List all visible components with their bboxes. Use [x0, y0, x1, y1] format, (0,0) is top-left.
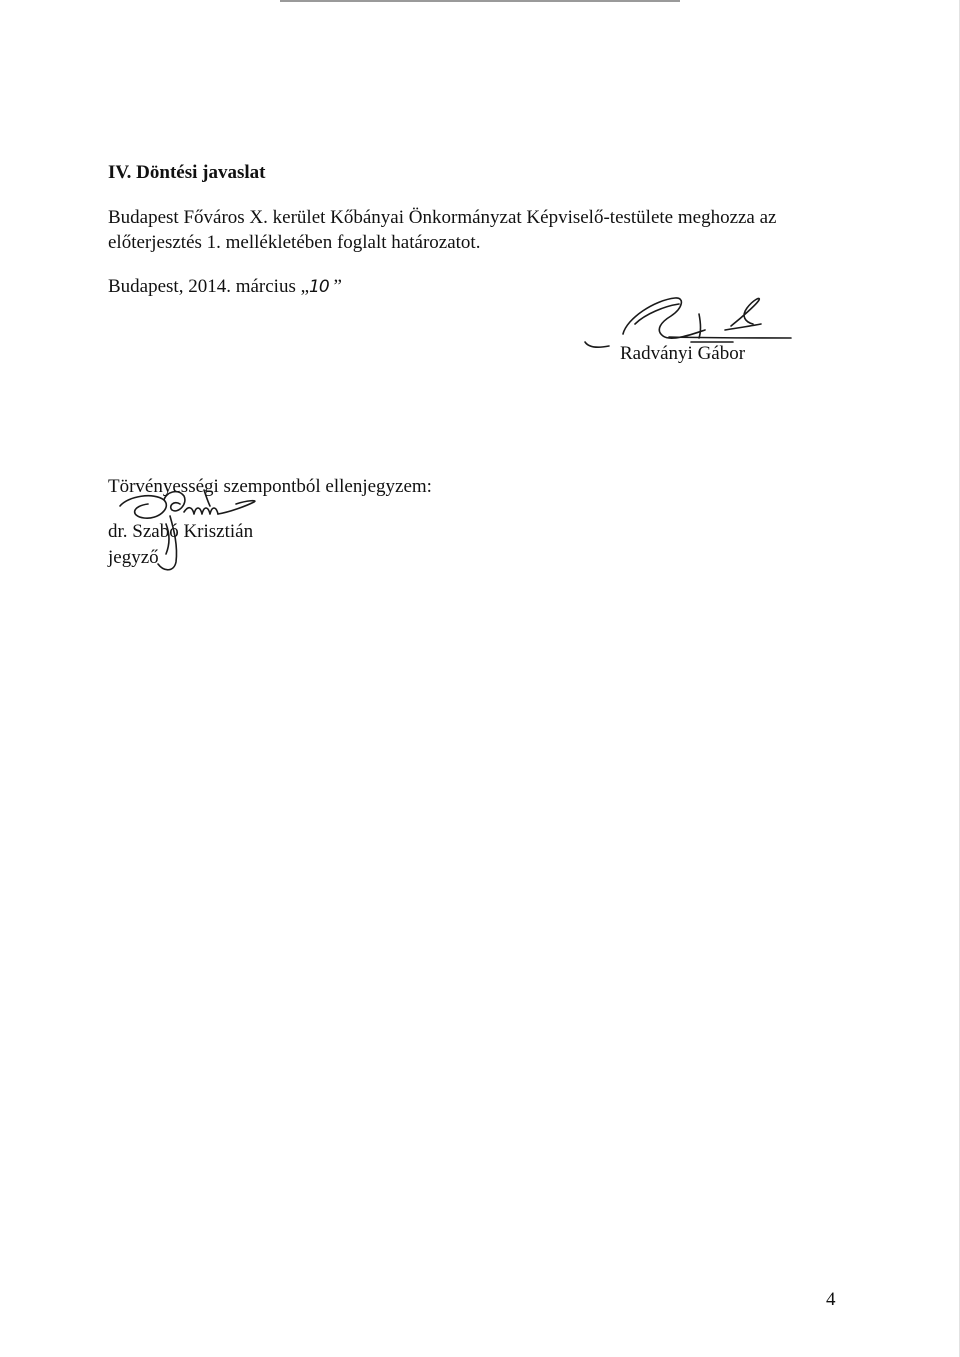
legality-statement: Törvényességi szempontból ellenjegyzem: [108, 476, 432, 497]
date-day-handwritten: 10 [309, 277, 329, 297]
clerk-name: dr. Szabó Krisztián [108, 521, 254, 542]
clerk-title: jegyző [108, 547, 159, 568]
page-number: 4 [826, 1289, 836, 1310]
decision-paragraph [108, 205, 838, 255]
section-heading: IV. Döntési javaslat [108, 162, 266, 183]
date-suffix: ” [328, 276, 342, 297]
scan-top-rule [280, 0, 680, 2]
clerk-signature [108, 470, 288, 580]
mayor-name: Radványi Gábor [620, 343, 746, 364]
paragraph-line-1: Budapest Főváros X. kerület Kőbányai Önkormányzat Képviselő-testülete meghozza az [108, 207, 777, 228]
dateline [108, 274, 342, 300]
date-prefix: Budapest, 2014. március „ [108, 276, 310, 297]
paragraph-line-2: előterjesztés 1. mellékletében foglalt határozatot. [108, 232, 481, 253]
